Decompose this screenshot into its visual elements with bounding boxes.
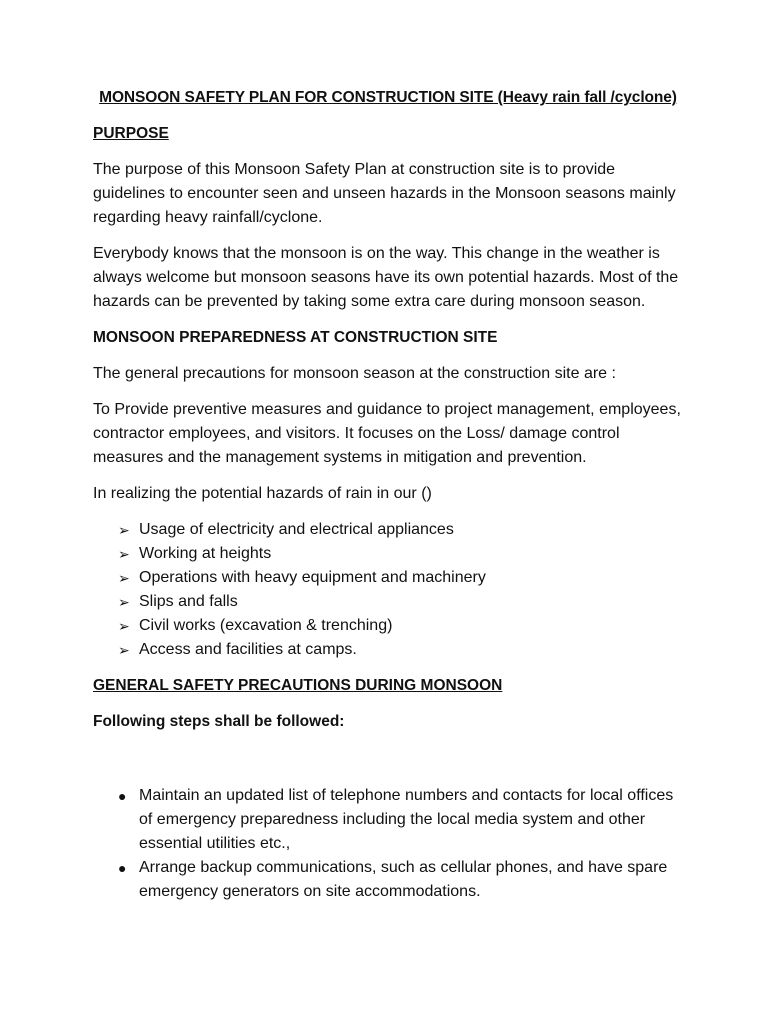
list-item-text: Operations with heavy equipment and machinery [139,569,486,586]
steps-list [93,784,683,904]
list-item-text: Access and facilities at camps. [139,641,357,658]
arrow-bullet-icon: ➢ [118,642,130,658]
arrow-bullet-icon: ➢ [118,546,130,562]
list-item-text: Slips and falls [139,593,238,610]
list-item [118,518,683,542]
spacer [93,746,683,784]
bullet-dot-icon: ● [118,788,127,804]
list-item-text: Civil works (excavation & trenching) [139,617,393,634]
list-item-text: Maintain an updated list of telephone numbers and contacts for local offices of emergency preparedness including the local media system and other essential utilities etc., [139,787,674,852]
general-precautions-heading: GENERAL SAFETY PRECAUTIONS DURING MONSOON [93,677,503,694]
hazard-list [93,518,683,662]
arrow-bullet-icon: ➢ [118,522,130,538]
document-title: MONSOON SAFETY PLAN FOR CONSTRUCTION SITE (Heavy rain fall /cyclone) [99,89,677,106]
list-item-text: Usage of electricity and electrical appliances [139,521,454,538]
arrow-bullet-icon: ➢ [118,618,130,634]
purpose-heading: PURPOSE [93,125,169,142]
list-item [118,856,683,904]
steps-subheading: Following steps shall be followed: [93,713,345,730]
list-item-text: Arrange backup communications, such as cellular phones, and have spare emergency generators on site accommodations. [139,859,668,900]
preparedness-paragraph-2: To Provide preventive measures and guidance to project management, employees, contractor employees, and visitors. It focuses on the Loss/ damage control measures and the management systems in mitigation and prevention. [93,401,681,466]
list-item [118,638,683,662]
purpose-paragraph-2: Everybody knows that the monsoon is on the way. This change in the weather is always welcome but monsoon seasons have its own potential hazards. Most of the hazards can be prevented by taking some extra care during monsoon season. [93,245,679,310]
preparedness-paragraph-3: In realizing the potential hazards of rain in our () [93,485,432,502]
list-item-text: Working at heights [139,545,272,562]
list-item [118,542,683,566]
purpose-paragraph-1: The purpose of this Monsoon Safety Plan at construction site is to provide guidelines to encounter seen and unseen hazards in the Monsoon seasons mainly regarding heavy rainfall/cyclone. [93,161,676,226]
list-item [118,590,683,614]
document-page [93,86,683,904]
preparedness-heading: MONSOON PREPAREDNESS AT CONSTRUCTION SITE [93,329,498,346]
arrow-bullet-icon: ➢ [118,570,130,586]
list-item [118,614,683,638]
preparedness-paragraph-1: The general precautions for monsoon season at the construction site are : [93,365,616,382]
arrow-bullet-icon: ➢ [118,594,130,610]
bullet-dot-icon: ● [118,860,127,876]
list-item [118,566,683,590]
list-item [118,784,683,856]
